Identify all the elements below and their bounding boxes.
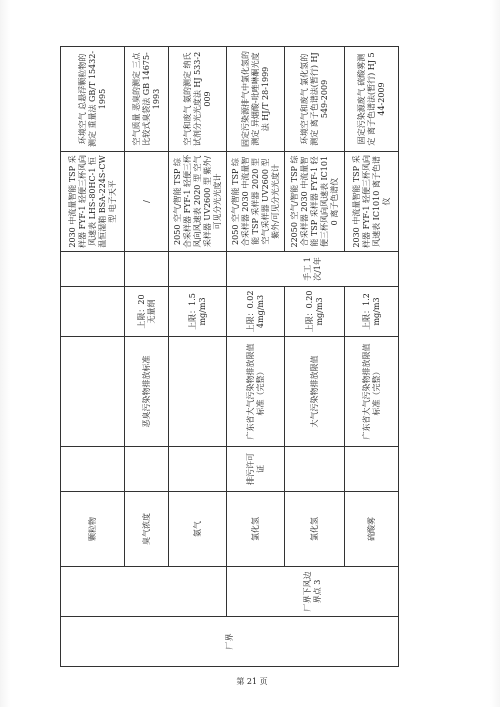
permit-cell bbox=[345, 447, 399, 492]
pollutant-cell: 颗粒物 bbox=[61, 492, 125, 567]
instrument-cell: 2030 中流量智能 TSP 采样器 FYF-1 轻便三杯风向风速表 IC1010 离子色谱仪 bbox=[345, 152, 399, 252]
instrument-cell: 2050 空气/智能 TSP 综合采样器 2030 中流量智能 TSP 采样器 2020 型 空气采样器 UV2600 型 紫外/可见分光光度计 bbox=[227, 152, 285, 252]
analysis-cell: 环境空气和废气 氯化氢的测定 离子色谱法(暂行) HJ 549-2009 bbox=[285, 47, 345, 152]
standard-cell bbox=[169, 337, 227, 447]
analysis-cell: 固定污染源排气中氯化氢的测定 异烟酸-吡唑啉酮光度法 HJ/T 28-1999 bbox=[227, 47, 285, 152]
monitoring-table-rotated bbox=[60, 47, 398, 667]
frequency-cell bbox=[169, 252, 227, 287]
permit-cell bbox=[61, 447, 125, 492]
analysis-cell: 空气和废气 氨的测定 纳氏试剂分光光度法 HJ 533-2009 bbox=[169, 47, 227, 152]
table-row bbox=[227, 47, 285, 667]
pollutant-cell: 氯化氢 bbox=[285, 492, 345, 567]
pollutant-cell: 氯化氢 bbox=[227, 492, 285, 567]
frequency-cell bbox=[125, 252, 169, 287]
limit-cell: 上限：20 无量纲 bbox=[125, 287, 169, 337]
permit-cell bbox=[169, 447, 227, 492]
point-cell: 厂界下风边界点 3 bbox=[227, 567, 399, 617]
monitoring-table bbox=[60, 46, 399, 667]
point-cell bbox=[61, 567, 227, 617]
pollutant-cell: 臭气浓度 bbox=[125, 492, 169, 567]
analysis-cell: 空气质量 恶臭的测定 三点比较式臭袋法 GB 14675-1993 bbox=[125, 47, 169, 152]
instrument-cell: 2050 空气/智能 TSP 综合采样器 FYF-1 轻便三杯风向风速表 2020 型 空气采样器 UV2600 型 紫外/可见分光光度计 bbox=[169, 152, 227, 252]
limit-cell bbox=[61, 287, 125, 337]
frequency-cell: 手工 1次/1年 bbox=[227, 252, 399, 287]
table-row bbox=[61, 47, 125, 667]
standard-cell: 广东省大气污染物排放限值标准（完整） bbox=[345, 337, 399, 447]
instrument-cell: 22050 空气/智能 TSP 综合采样器 2030 中流量智能 TSP 采样器 FYF-1 轻便三杯风向风速表 IC1010 离子色谱仪 bbox=[285, 152, 345, 252]
limit-cell: 上限：1.2mg/m3 bbox=[345, 287, 399, 337]
standard-cell: 大气污染物排放限值 bbox=[285, 337, 345, 447]
limit-cell: 上限：0.024mg/m3 bbox=[227, 287, 285, 337]
pollutant-cell: 氨气 bbox=[169, 492, 227, 567]
standard-cell: 广东省大气污染物排放限值标准（完整） bbox=[227, 337, 285, 447]
standard-cell: 恶臭污染物排放标准 bbox=[125, 337, 169, 447]
instrument-cell: 2030 中流量智能 TSP 采样器 FYF-1 轻便三杯风向风速表 LHS-80HC-1 恒温恒湿箱 BSA-224S-CW 型 电子天平 bbox=[61, 152, 125, 252]
analysis-cell: 环境空气 总悬浮颗粒物的测定 重量法 GB/T 15432-1995 bbox=[61, 47, 125, 152]
instrument-cell: / bbox=[125, 152, 169, 252]
analysis-cell: 固定污染源废气 硫酸雾测定 离子色谱法(暂行) HJ 544-2009 bbox=[345, 47, 399, 152]
limit-cell: 上限：0.20mg/m3 bbox=[285, 287, 345, 337]
frequency-cell bbox=[61, 252, 125, 287]
permit-cell: 排污许可证 bbox=[227, 447, 285, 492]
page-number: 第 21 页 bbox=[236, 677, 268, 686]
standard-cell bbox=[61, 337, 125, 447]
permit-cell bbox=[285, 447, 345, 492]
limit-cell: 上限：1.5mg/m3 bbox=[169, 287, 227, 337]
pollutant-cell: 硫酸雾 bbox=[345, 492, 399, 567]
location-cell: 厂界 bbox=[61, 617, 399, 667]
permit-cell bbox=[125, 447, 169, 492]
